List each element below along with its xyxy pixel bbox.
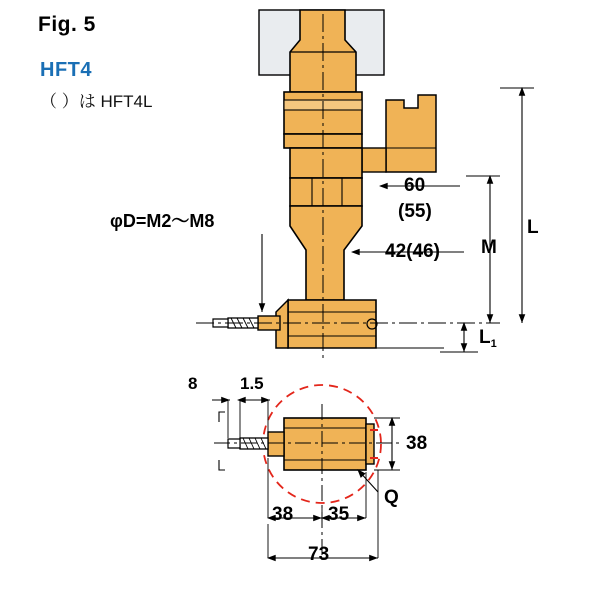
dimension-55: (55) [398,201,432,222]
thread-spec-label: φD=M2〜M8 [110,211,215,231]
dimension-8: 8 [188,374,198,393]
dimension-42-46: 42(46) [385,241,440,262]
side-bracket [386,95,436,172]
detail-nose [268,432,284,456]
neck [290,206,362,300]
upper-assembly [196,10,500,360]
dimension-60: 60 [404,175,426,196]
label-Q: Q [384,487,399,508]
detail-body [284,418,366,470]
dimension-L1-sub: 1 [490,338,497,351]
dimension-M: M [481,237,497,258]
dimension-38-right: 38 [406,433,428,454]
collar [290,148,362,178]
dimension-L1 [479,328,497,350]
dimension-73: 73 [308,544,330,565]
model-name: HFT4 [40,59,92,81]
bracket-link [362,148,386,172]
dimension-1-5: 1.5 [240,374,264,393]
head-housing [288,300,376,348]
model-note: （ ）は HFT4L [40,92,153,111]
dimension-35: 35 [328,504,350,525]
dimension-L: L [527,217,539,238]
lower-detail-view [212,385,400,560]
dimension-L1-main: L [479,327,491,348]
figure-title: Fig. 5 [38,13,96,36]
dimension-38-bottom: 38 [272,504,294,525]
mid-block [290,178,362,206]
upper-dimensions [352,88,534,352]
